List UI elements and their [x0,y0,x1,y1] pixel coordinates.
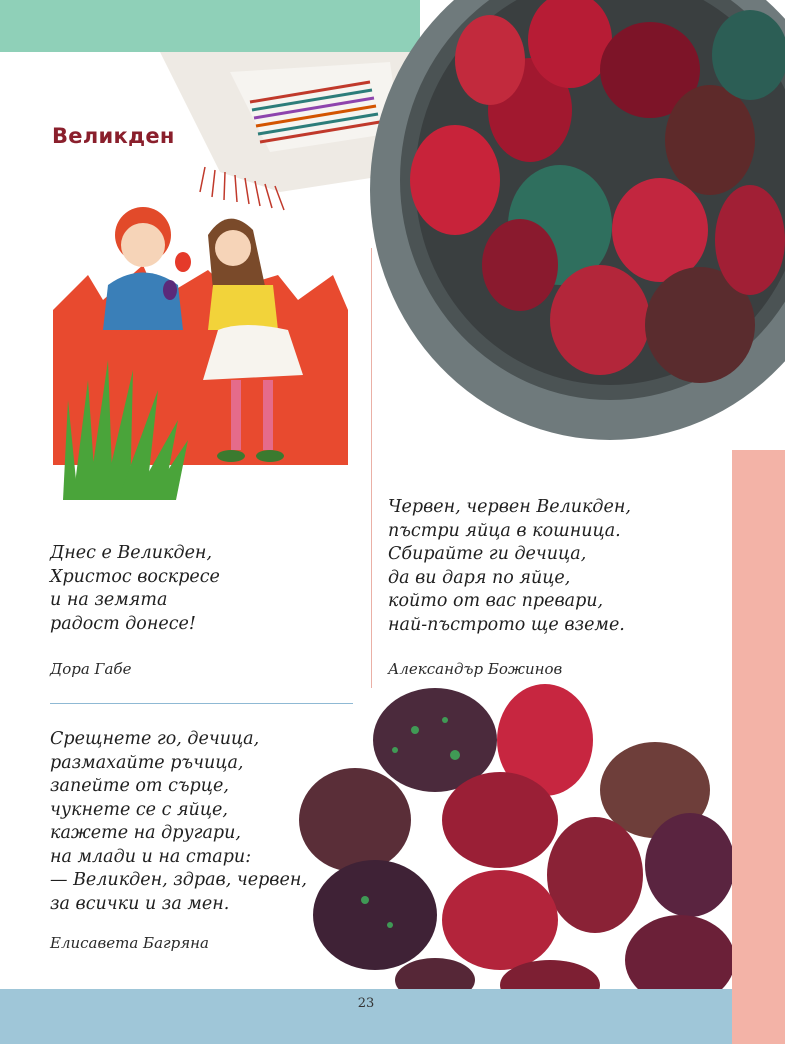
poem-line: за всички и за мен. [50,893,230,914]
easter-eggs-photo [295,680,732,989]
poem-line: Днес е Великден, [50,543,213,563]
poem-line: да ви даря по яйце, [388,567,571,588]
top-color-band [0,0,420,52]
poem-author: Дора Габе [50,660,132,678]
poem-author: Александър Божинов [388,660,563,678]
page-title: Великден [52,124,175,148]
poem-line: и на земята [50,590,168,610]
poem-line: радост донесе! [50,613,196,634]
column-divider [371,248,372,688]
poem-line: Червен, червен Великден, [388,497,631,517]
poem-elisaveta-bagryana [50,728,307,916]
poem-line: — Великден, здрав, червен, [50,870,307,890]
poem-author: Елисавета Багряна [50,934,209,952]
page-number: 23 [357,996,375,1011]
poem-line: чукнете се с яйце, [50,799,228,820]
poem-line: Христос воскресе [50,566,220,587]
section-divider [50,703,353,704]
poem-aleksandar-bozhinov [388,496,631,637]
poem-line: Срещнете го, дечица, [50,729,260,749]
poem-line: на млади и на стари: [50,846,252,867]
poem-dora-gabe [50,542,220,636]
poem-line: кажете на другари, [50,823,241,843]
egg-bowl-photo [370,0,785,470]
poem-line: запейте от сърце, [50,776,229,796]
poem-line: най-пъстрото ще вземе. [388,614,625,635]
right-color-band [732,450,785,1044]
children-illustration [48,190,360,520]
poem-line: който от вас превари, [388,591,604,611]
poem-line: Сбирайте ги дечица, [388,544,587,564]
poem-line: пъстри яйца в кошница. [388,520,621,541]
poem-line: размахайте ръчица, [50,752,244,773]
